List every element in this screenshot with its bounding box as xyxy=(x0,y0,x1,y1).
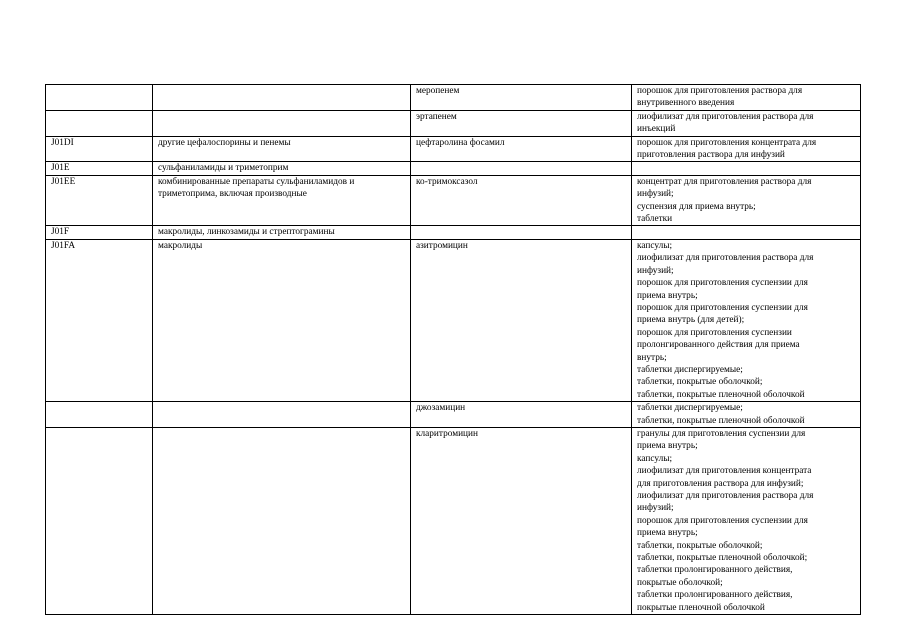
dosage-forms-cell: капсулы; лиофилизат для приготовления раствора для инфузий; порошок для приготовления суспензии для приема внутрь; порошок для приготовления суспензии для приема внутрь (для детей); порошок для приготовления суспензии пролонгированного действия для приема внутрь; таблетки диспергируемые; таблетки, покрытые оболочкой; таблетки, покрытые пленочной оболочкой xyxy=(632,239,861,401)
drug-name-cell: кларитромицин xyxy=(411,427,632,614)
group-name-cell xyxy=(153,85,411,111)
table-row xyxy=(46,85,861,111)
atc-code-cell xyxy=(46,402,153,428)
drug-name-cell xyxy=(411,226,632,239)
atc-code-cell xyxy=(46,85,153,111)
dosage-forms-cell: порошок для приготовления концентрата для приготовления раствора для инфузий xyxy=(632,136,861,162)
atc-code-cell xyxy=(46,427,153,614)
dosage-forms-cell xyxy=(632,162,861,175)
group-name-cell: комбинированные препараты сульфаниламидов и триметоприма, включая производные xyxy=(153,175,411,226)
table-row xyxy=(46,175,861,226)
group-name-cell xyxy=(153,427,411,614)
drug-table xyxy=(45,84,861,615)
atc-code-cell: J01E xyxy=(46,162,153,175)
dosage-forms-cell: порошок для приготовления раствора для внутривенного введения xyxy=(632,85,861,111)
drug-name-cell xyxy=(411,162,632,175)
atc-code-cell: J01F xyxy=(46,226,153,239)
dosage-forms-cell: гранулы для приготовления суспензии для приема внутрь; капсулы; лиофилизат для приготовления концентрата для приготовления раствора для инфузий; лиофилизат для приготовления раствора для инфузий; порошок для приготовления суспензии для приема внутрь; таблетки, покрытые оболочкой; таблетки, покрытые пленочной оболочкой; таблетки пролонгированного действия, покрытые оболочкой; таблетки пролонгированного действия, покрытые пленочной оболочкой xyxy=(632,427,861,614)
atc-code-cell: J01FA xyxy=(46,239,153,401)
table-row xyxy=(46,110,861,136)
drug-name-cell: джозамицин xyxy=(411,402,632,428)
drug-name-cell: меропенем xyxy=(411,85,632,111)
table-row xyxy=(46,427,861,614)
drug-name-cell: цефтаролина фосамил xyxy=(411,136,632,162)
group-name-cell xyxy=(153,110,411,136)
table-row xyxy=(46,239,861,401)
table-row xyxy=(46,136,861,162)
dosage-forms-cell: концентрат для приготовления раствора для инфузий; суспензия для приема внутрь; таблетки xyxy=(632,175,861,226)
table-row xyxy=(46,402,861,428)
dosage-forms-cell: лиофилизат для приготовления раствора для инъекций xyxy=(632,110,861,136)
table-row xyxy=(46,162,861,175)
group-name-cell: другие цефалоспорины и пенемы xyxy=(153,136,411,162)
table-row xyxy=(46,226,861,239)
drug-name-cell: ко-тримоксазол xyxy=(411,175,632,226)
dosage-forms-cell: таблетки диспергируемые; таблетки, покрытые пленочной оболочкой xyxy=(632,402,861,428)
group-name-cell: макролиды xyxy=(153,239,411,401)
drug-name-cell: азитромицин xyxy=(411,239,632,401)
atc-code-cell xyxy=(46,110,153,136)
atc-code-cell: J01EE xyxy=(46,175,153,226)
drug-name-cell: эртапенем xyxy=(411,110,632,136)
dosage-forms-cell xyxy=(632,226,861,239)
atc-code-cell: J01DI xyxy=(46,136,153,162)
group-name-cell: сульфаниламиды и триметоприм xyxy=(153,162,411,175)
group-name-cell xyxy=(153,402,411,428)
group-name-cell: макролиды, линкозамиды и стрептограмины xyxy=(153,226,411,239)
